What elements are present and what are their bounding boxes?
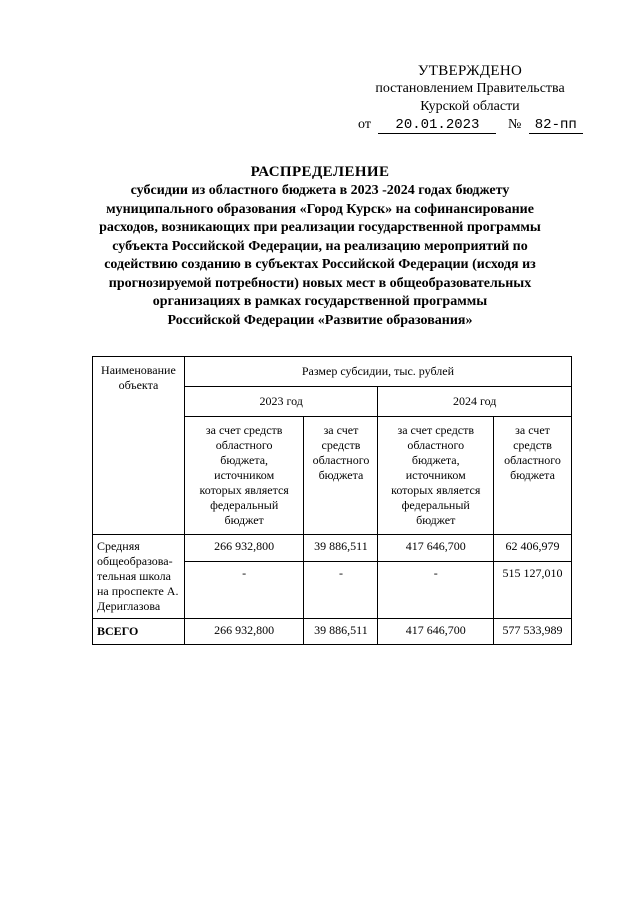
approved-label: УТВЕРЖДЕНО [417, 63, 523, 79]
decree-date: 20.01.2023 [378, 117, 496, 134]
title-heading: РАСПРЕДЕЛЕНИЕ [250, 164, 390, 180]
title-line: субъекта Российской Федерации, на реализацию мероприятий по [112, 238, 528, 254]
cell-2023-federal: 266 932,800 [184, 535, 304, 562]
approval-block [340, 62, 600, 116]
title-line: расходов, возникающих при реализации государственной программы [99, 220, 541, 235]
from-label: от [358, 117, 371, 132]
decree-number: 82-пп [529, 117, 583, 134]
decree-reference [358, 117, 588, 134]
document-title [80, 162, 560, 330]
subsidy-table [92, 356, 572, 645]
year-2024-header: 2024 год [378, 387, 572, 417]
total-2023-federal: 266 932,800 [184, 619, 304, 645]
total-label: ВСЕГО [93, 619, 185, 645]
col-2024-regional: за счет средств областного бюджета [494, 417, 572, 535]
table-total-row [93, 619, 572, 645]
table-row [93, 535, 572, 562]
title-line: содействию созданию в субъектах Российской Федерации (исходя из [104, 257, 536, 272]
title-line: Российской Федерации «Развитие образования» [167, 312, 473, 328]
year-2023-header: 2023 год [184, 387, 378, 417]
total-2023-regional: 39 886,511 [304, 619, 378, 645]
title-line: муниципального образования «Город Курск» на софинансирование [106, 201, 534, 217]
cell-2023-federal: - [184, 562, 304, 619]
size-header: Размер субсидии, тыс. рублей [184, 357, 571, 387]
total-2024-regional: 577 533,989 [494, 619, 572, 645]
col-2023-federal: за счет средств областного бюджета, источником которых является федеральный бюджет [184, 417, 304, 535]
title-line: организациях в рамках государственной программы [152, 294, 488, 309]
table-header-row [93, 357, 572, 387]
approval-line-1: постановлением Правительства [375, 81, 565, 96]
cell-2023-regional: - [304, 562, 378, 619]
cell-2024-federal: 417 646,700 [378, 535, 494, 562]
cell-2024-regional: 62 406,979 [494, 535, 572, 562]
col-2023-regional: за счет средств областного бюджета [304, 417, 378, 535]
number-label: № [507, 117, 522, 132]
object-name: Средняя общеобразова-тельная школа на проспекте А. Дериглазова [93, 535, 185, 619]
cell-2024-regional: 515 127,010 [494, 562, 572, 619]
cell-2023-regional: 39 886,511 [304, 535, 378, 562]
col-2024-federal: за счет средств областного бюджета, источником которых является федеральный бюджет [378, 417, 494, 535]
approval-line-2: Курской области [420, 99, 520, 114]
title-line: прогнозируемой потребности) новых мест в общеобразовательных [108, 275, 532, 291]
title-line: субсидии из областного бюджета в 2023 -2024 годах бюджету [130, 183, 510, 198]
object-header: Наименование объекта [93, 357, 185, 535]
total-2024-federal: 417 646,700 [378, 619, 494, 645]
title-body [80, 182, 560, 330]
cell-2024-federal: - [378, 562, 494, 619]
